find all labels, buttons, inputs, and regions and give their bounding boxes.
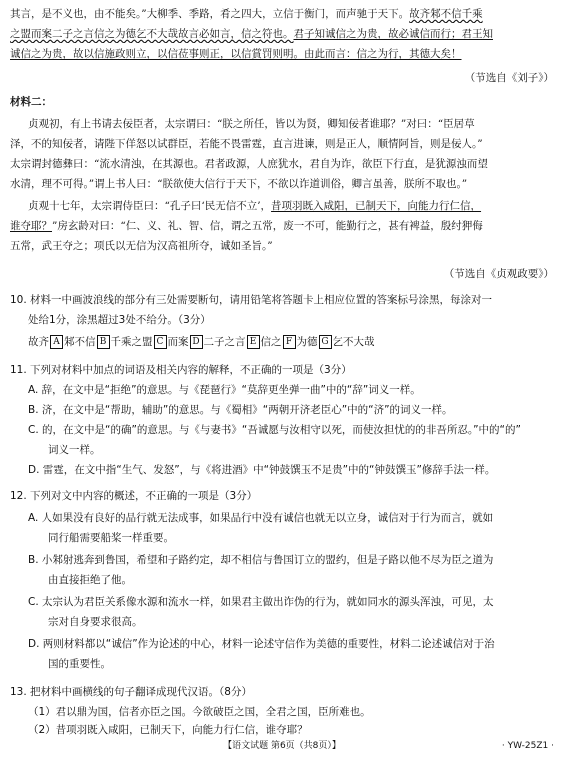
q12-option-b-line2: 由直接拒绝了他。 [48, 574, 132, 586]
text-span: ”房玄龄对曰：“仁、义、礼、智、信，谓之五常，废一不可，能勤行之，甚有裨益，殷纣狎侮 [52, 220, 483, 232]
seq-text: 故齐 [28, 336, 49, 348]
q12-option-d-line1: D. 两则材料都以“诚信”作为论述的中心，材料一论述守信作为美德的重要性，材料二论述诚信对于治 [28, 638, 495, 650]
seq-text: 而案 [167, 336, 189, 348]
material2-line2: 泽，不的知佞者，请陛下佯怒以试群臣，若能不畏雷霆，直言进谏，则是正人，顺情阿旨，则是佞人。” [10, 138, 483, 150]
passage1-source: （节选自《刘子》） [464, 72, 554, 84]
q12-option-a-line1: A. 人如果没有良好的品行就无法成事，如果品行中没有诚信也就无以立身，诚信对于行为而言，就如 [28, 512, 494, 524]
wavy-underlined-text: 之盟而案二子之言信之为德乞不大哉故言必如言，信之符也。 [10, 28, 294, 40]
material2-line7: 五常，武王夺之；项氏以无信为汉高祖所夺，诚如圣旨。” [10, 240, 273, 252]
answer-box[interactable]: E [247, 335, 260, 349]
underlined-text: 君子知诚信之为贵，故必诚信而行；君王知 [293, 28, 493, 40]
q12-option-b-line1: B. 小邾射逃奔到鲁国，希望和子路约定，却不相信与鲁国订立的盟约，但是子路以他不尽为臣之道为 [28, 554, 494, 566]
q12-option-c-line1: C. 太宗认为君臣关系像水源和流水一样，如果君主做出诈伪的行为，就如同水的源头浑浊，可见，太 [28, 596, 494, 608]
exam-code: · YW-25Z1 · [501, 741, 554, 751]
passage1-line3 [10, 46, 554, 63]
q11-stem: 11. 下列对材料中加点的词语及相关内容的解释，不正确的一项是（3分） [10, 364, 352, 376]
seq-text: 邾不信 [64, 336, 96, 348]
q13-stem: 13. 把材料中画横线的句子翻译成现代汉语。（8分） [10, 686, 252, 698]
q10-stem-line2: 处给1分，涂黑超过3处不给分。（3分） [28, 314, 211, 326]
q12-option-c-line2: 宗对自身要求很高。 [48, 616, 143, 628]
material2-line4: 水清，理不可得。”谓上书人曰：“朕欲使大信行于天下，不欲以诈道训俗，卿言虽善，朕所不取也。” [10, 178, 468, 190]
seq-text: 信之 [260, 336, 282, 348]
seq-text: 二子之言 [203, 336, 246, 348]
q11-option-c-line2: 词义一样。 [48, 444, 101, 456]
text-span: 贞观十七年，太宗谓侍臣曰：“孔子曰‘民无信不立’， [28, 200, 272, 212]
answer-box[interactable]: C [154, 335, 167, 349]
underlined-text: 诚信之为贵，故以信施政则立，以信莅事则正，以信賞罚则明。由此而言：信之为行，其德大矣！ [10, 48, 462, 60]
seq-text: 千乘之盟 [110, 336, 153, 348]
answer-box[interactable]: A [50, 335, 63, 349]
wavy-underlined-text: 故齐邾不信千乘 [409, 8, 483, 20]
passage1-line1 [10, 6, 554, 23]
material2-line3: 太宗谓封德彝曰：“流水清浊，在其源也。君者政源，人庶犹水，君自为诈，欲臣下行直，是犹源浊而望 [10, 158, 488, 170]
q11-option-d: D. 雷霆，在文中指“生气、发怒”，与《将进酒》中“钟鼓馔玉不足贵”中的“钟鼓馔玉”修辞手法一样。 [28, 464, 496, 476]
seq-text: 乞不大哉 [332, 336, 375, 348]
q13-sentence-1: （1）君以鼎为国，信者亦臣之国。今欲破臣之国，全君之国，臣所难也。 [28, 706, 371, 718]
q10-sequence [28, 334, 554, 351]
q11-option-b: B. 济，在文中是“帮助，辅助”的意思。与《蜀相》“两朝开济老臣心”中的“济”的词义一样。 [28, 404, 453, 416]
passage1-line2 [10, 26, 554, 43]
material2-line5 [28, 198, 554, 215]
answer-box[interactable]: B [97, 335, 110, 349]
q12-option-d-line2: 国的重要性。 [48, 658, 111, 670]
material2-line6 [10, 218, 554, 235]
q12-stem: 12. 下列对文中内容的概述，不正确的一项是（3分） [10, 490, 258, 502]
q13-sentence-2: （2）昔项羽既入咸阳，已制天下，向能力行仁信，谁夺耶？ [28, 724, 308, 736]
material2-source: （节选自《贞观政要》） [443, 268, 554, 280]
text-span: 其言，是不义也，由不能矣。”大柳季、季路，肴之四大，立信于衡门，而声驰于天下。 [10, 8, 410, 20]
answer-box[interactable]: G [319, 335, 332, 349]
answer-box[interactable]: F [283, 335, 296, 349]
seq-text: 为德 [296, 336, 318, 348]
q11-option-a: A. 辞，在文中是“拒绝”的意思。与《琵琶行》“莫辞更坐弹一曲”中的“辞”词义一样。 [28, 384, 421, 396]
q10-stem-line1: 10. 材料一中画波浪线的部分有三处需要断句，请用铅笔将答题卡上相应位置的答案标号涂黑，每涂对一 [10, 294, 493, 306]
underlined-text: 昔项羽既入咸阳，已制天下，向能力行仁信， [271, 200, 482, 212]
q12-option-a-line2: 同行船需要船桨一样重要。 [48, 532, 174, 544]
page-footer: 【语文试题 第6页（共8页）】 [223, 741, 341, 751]
answer-box[interactable]: D [190, 335, 203, 349]
underlined-text: 谁夺耶？ [10, 220, 52, 232]
material2-line1: 贞观初，有上书请去佞臣者，太宗谓曰：“朕之所任，皆以为贤，卿知佞者谁耶？”对曰：“臣居草 [28, 118, 475, 130]
material2-heading: 材料二： [10, 96, 52, 108]
q11-option-c-line1: C. 的，在文中是“的确”的意思。与《与妻书》“吾诚愿与汝相守以死，而使汝担忧的的非吾所忍。”中的“的” [28, 424, 521, 436]
